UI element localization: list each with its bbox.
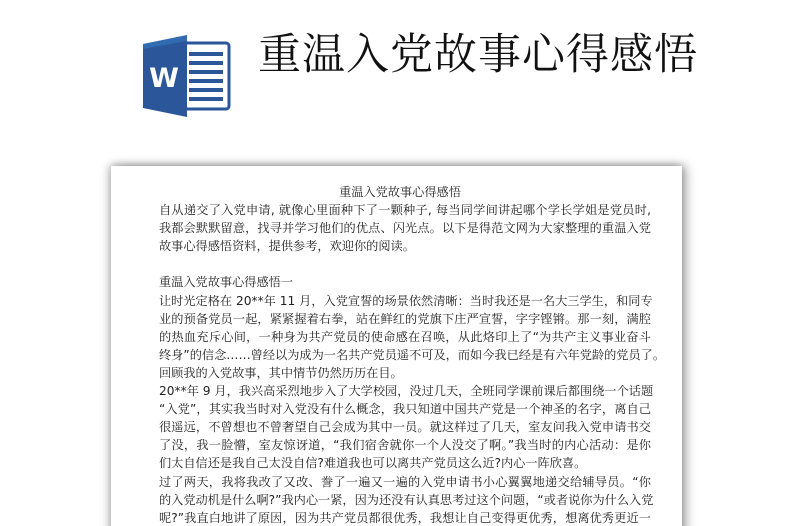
document-heading: 重温入党故事心得感悟	[339, 185, 461, 199]
document-page	[111, 166, 682, 526]
text-line: 20**年 9 月，我兴高采烈地步入了大学校园，没过几天，全班同学课前课后都围绕一个话题	[159, 384, 654, 399]
text-line: 的入党动机是什么啊?”我内心一紧，因为还没有认真思考过这个问题，“或者说你为什么入党	[159, 492, 654, 507]
blank-line	[159, 255, 651, 273]
text-line: 业的预备党员一起，紧紧握着右拳，站在鲜红的党旗下庄严宣誓，字字铿锵。那一刻，满腔	[159, 311, 651, 326]
section-title	[159, 273, 651, 291]
paragraph-2	[159, 382, 654, 472]
text-line: 回顾我的入党故事，其中情节仍然历历在目。	[159, 365, 403, 380]
text-line: 们太自信还是我自己太没自信?难道我也可以离共产党员这么近?内心一阵欣喜。	[159, 456, 587, 471]
text-line: 自从递交了入党申请, 就像心里面种下了一颗种子, 每当同学间讲起哪个学长学姐是党员时,	[159, 203, 651, 218]
text-line: 过了两天，我将我改了又改、誊了一遍又一遍的入党申请书小心翼翼地递交给辅导员。“你	[159, 474, 651, 489]
text-line: 了没，我一脸懵，室友惊讶道，“我们宿舍就你一个人没交了啊。”我当时的内心活动：是你	[159, 438, 651, 453]
word-icon	[143, 35, 231, 117]
text-line: “入党”，其实我当时对入党没有什么概念，我只知道中国共产党是一个神圣的名字，离自己	[159, 402, 651, 417]
text-line: 很遥远，不曾想也不曾奢望自己会成为其中一员。就这样过了几天，室友问我入党申请书交	[159, 420, 651, 435]
document-title: 重温入党故事心得感悟	[258, 30, 698, 80]
text-line: 我都会默默留意，找寻并学习他们的优点、闪光点。以下是得范文网为大家整理的重温入党	[159, 221, 651, 236]
paragraph-3	[159, 473, 654, 526]
document-body	[159, 183, 666, 526]
section-title-text: 重温入党故事心得感悟一	[159, 275, 294, 290]
text-line: 故事心得感悟资料，提供参考，欢迎你的阅读。	[159, 239, 415, 254]
text-line: 的热血充斥心间，一种身为共产党员的使命感在召唤，从此烙印上了“为共产主义事业奋斗	[159, 329, 651, 344]
text-line: 呢?”我直白地讲了原因，因为共产党员都很优秀，我想让自己变得更优秀，想离优秀更近一	[159, 510, 651, 525]
intro-paragraph	[159, 201, 651, 255]
paragraph-1	[159, 292, 666, 382]
text-line: 让时光定格在 20**年 11 月，入党宣誓的场景依然清晰：当时我还是一名大三学生，和同专	[159, 293, 653, 308]
svg-text:W: W	[149, 63, 179, 94]
text-line: 终身”的信念……曾经以为成为一名共产党员遥不可及，而如今我已经是有六年党龄的党员了。	[159, 347, 666, 362]
